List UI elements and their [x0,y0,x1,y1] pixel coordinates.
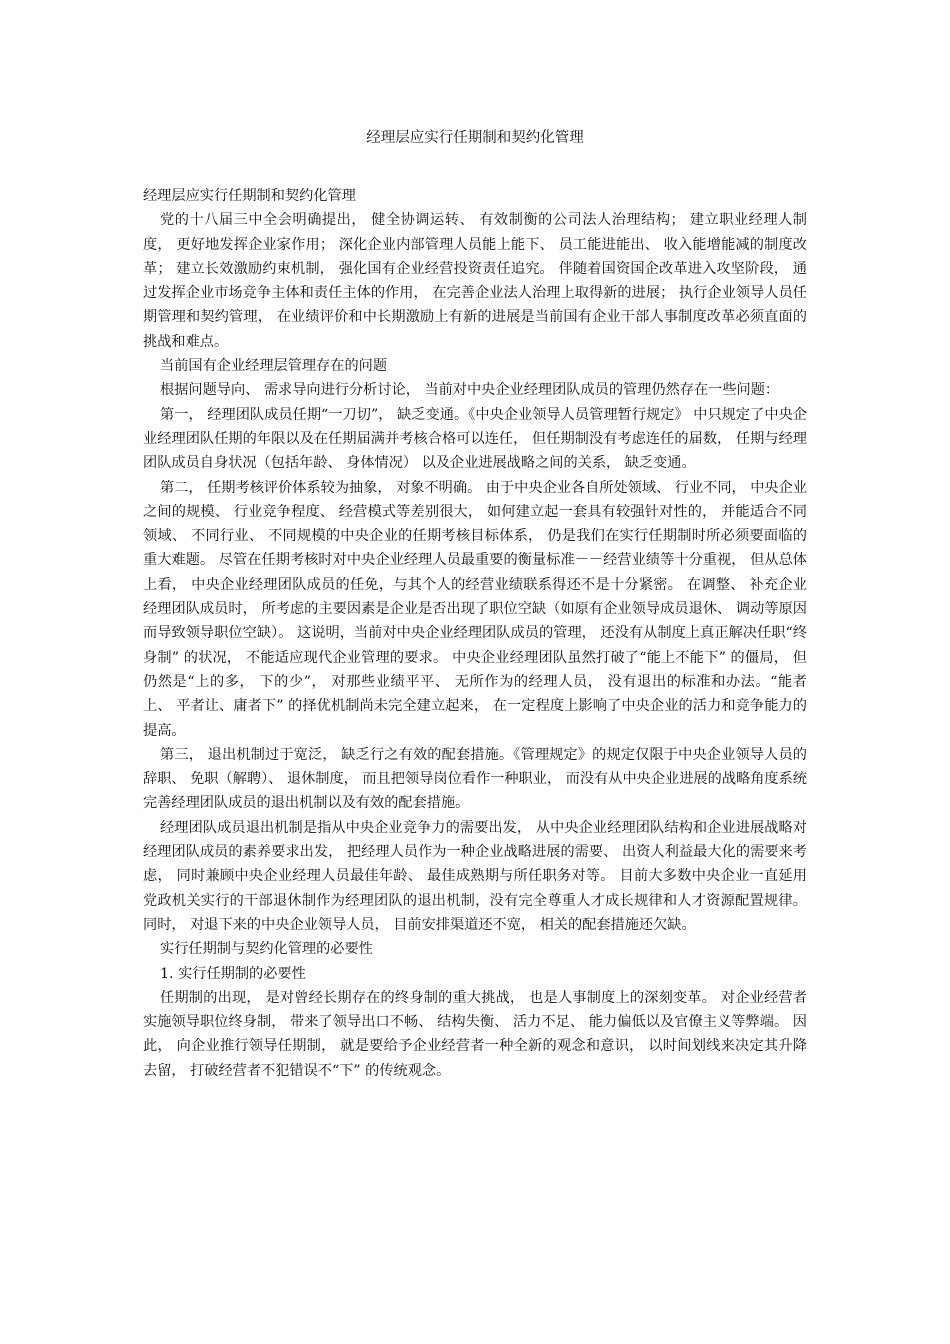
paragraph-first: 第一， 经理团队成员任期“一刀切”， 缺乏变通。《中央企业领导人员管理暂行规定》 中只规定了中央企业经理团队任期的年限以及在任期届满并考核合格可以连任， 但任期制没有考虑连任的届数， 任期与经理团队成员自身状况（包括年龄、 身体情况） 以及企业进展战略之间的关系， 缺乏变通。 [143,406,807,472]
paragraph-intro: 党的十八届三中全会明确提出， 健全协调运转、 有效制衡的公司法人治理结构； 建立职业经理人制度， 更好地发挥企业家作用； 深化企业内部管理人员能上能下、 员工能进能出、 收入能增能减的制度改革； 建立长效激励约束机制， 强化国有企业经营投资责任追究。 伴随着国资国企改革进入攻坚阶段， 通过发挥企业市场竞争主体和责任主体的作用， 在完善企业法人治理上取得新的进展； 执行企业领导人员任期管理和契约管理， 在业绩评价和中长期激励上有新的进展是当前国有企业干部人事制度改革必须直面的挑战和难点。 [143,212,807,350]
document-title: 经理层应实行任期制和契约化管理 [366,130,584,146]
section-heading-problems: 当前国有企业经理层管理存在的问题 [160,358,388,375]
paragraph-exit-mechanism: 经理团队成员退出机制是指从中央企业竞争力的需要出发， 从中央企业经理团队结构和企业进展战略对经理团队成员的素养要求出发， 把经理人员作为一种企业战略进展的需要、 出资人利益最大化的需要来考虑， 同时兼顾中央企业经理人员最佳年龄、 最佳成熟期与所任职务对等。 目前大多数中央企业一直延用党政机关实行的干部退休制作为经理团队的退出机制，没有完全尊重人才成长规律和人才资源配置规律。 同时， 对退下来的中央企业领导人员， 目前安排渠道还不宽， 相关的配套措施还欠缺。 [143,819,807,933]
document-body [143,184,807,1083]
paragraph-second: 第二， 任期考核评价体系较为抽象， 对象不明确。 由于中央企业各自所处领域、 行业不同， 中央企业之间的规模、 行业竞争程度、 经营模式等差别很大， 如何建立起一套具有较强针对性的， 并能适合不同领域、 不同行业、 不同规模的中央企业的任期考核目标体系， 仍是我们在实行任期制时所必须要面临的重大难题。 尽管在任期考核时对中央企业经理人员最重要的衡量标准－－经营业绩等十分重视， 但从总体上看， 中央企业经理团队成员的任免，与其个人的经营业绩联系得还不是十分紧密。 在调整、 补充企业经理团队成员时， 所考虑的主要因素是企业是否出现了职位空缺（如原有企业领导成员退休、 调动等原因而导致领导职位空缺）。 这说明，当前对中央企业经理团队成员的管理， 还没有从制度上真正解决任职“终身制” 的状况， 不能适应现代企业管理的要求。 中央企业经理团队虽然打破了“能上不能下” 的僵局， 但仍然是“上的多， 下的少”， 对那些业绩平平、 无所作为的经理人员， 没有退出的标准和办法。“能者上、 平者让、庸者下” 的择优机制尚未完全建立起来， 在一定程度上影响了中央企业的活力和竞争能力的提高。 [143,479,807,739]
document-page [143,128,807,1083]
paragraph-subtitle: 经理层应实行任期制和契约化管理 [143,188,356,204]
paragraph-problems-lead: 根据问题导向、 需求导向进行分析讨论， 当前对中央企业经理团队成员的管理仍然存在一些问题： [160,382,780,399]
paragraph-third: 第三， 退出机制过于宽泛， 缺乏行之有效的配套措施。《管理规定》的规定仅限于中央企业领导人员的辞职、 免职（解聘）、 退休制度， 而且把领导岗位看作一种职业， 而没有从中央企业进展的战略角度系统完善经理团队成员的退出机制以及有效的配套措施。 [143,746,807,812]
section-heading-necessity: 实行任期制与契约化管理的必要性 [160,941,373,958]
paragraph-term-system: 任期制的出现， 是对曾经长期存在的终身制的重大挑战， 也是人事制度上的深刻变革。 对企业经营者实施领导职位终身制， 带来了领导出口不畅、 结构失衡、 活力不足、 能力偏低以及官僚主义等弊端。 因此， 向企业推行领导任期制， 就是要给予企业经营者一种全新的观念和意识， 以时间划线来决定其升降去留， 打破经营者不犯错误不“下” 的传统观念。 [143,989,807,1079]
subsection-heading-term-system: 1. 实行任期制的必要性 [160,965,306,982]
